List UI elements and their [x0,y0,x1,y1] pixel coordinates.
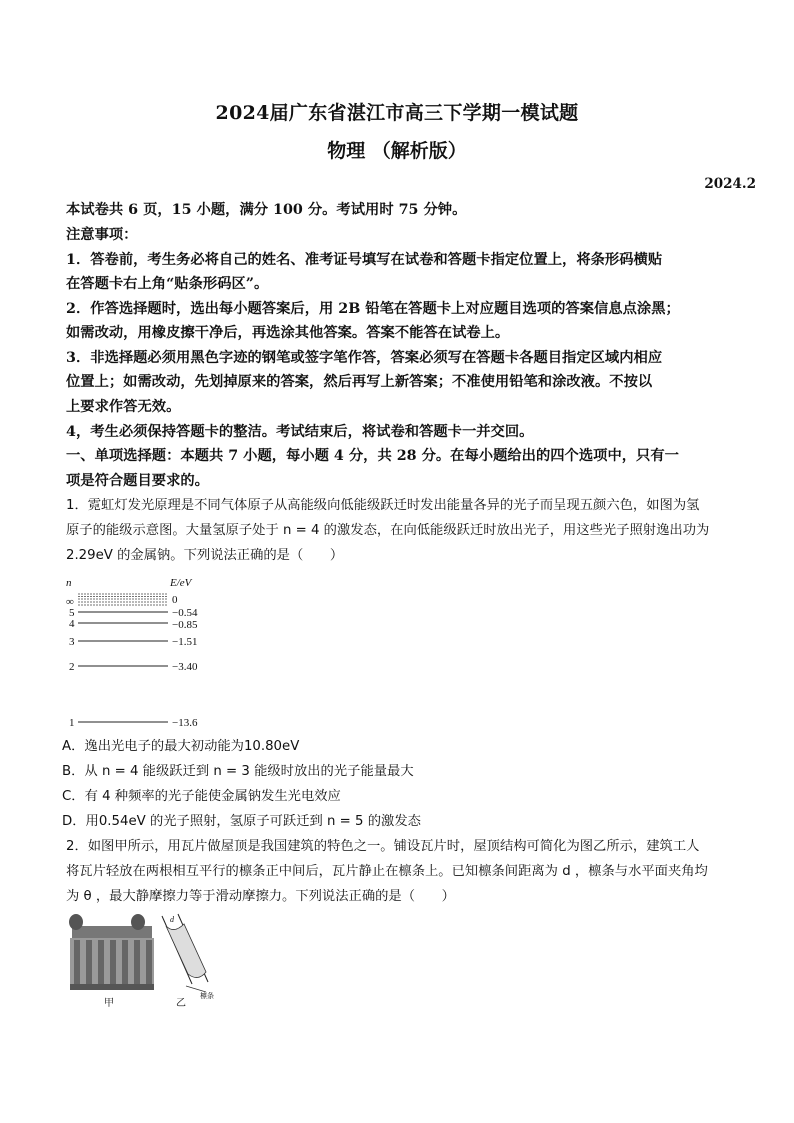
note-2a: 2．作答选择题时，选出每小题答案后，用 2B 铅笔在答题卡上对应题目选项的答案信息点涂黑； [66,301,680,317]
note-4: 4，考生必须保持答题卡的整洁。考试结束后，将试卷和答题卡一并交回。 [66,424,534,440]
level-n-4: 4 [69,618,75,630]
q1-option-b: B．从 n = 4 能级跃迁到 n = 3 能级时放出的光子能量最大 [62,764,414,779]
notes-heading: 注意事项： [66,227,138,243]
purlin-schematic [162,914,208,992]
level-e-inf: 0 [172,594,178,606]
q1-option-d: D．用0.54eV 的光子照射，氢原子可跃迁到 n = 5 的激发态 [62,814,421,829]
tile-column [110,940,116,986]
figure-label-d: d [170,915,174,924]
q2-line-2: 将瓦片轻放在两根相互平行的檩条正中间后，瓦片静止在檩条上。已知檩条间距离为 d ，檩条与水平面夹角均 [66,864,708,879]
level-n-3: 3 [69,636,75,648]
roof-ornament-left [69,914,83,930]
note-3a: 3．非选择题必须用黑色字迹的钢笔或签字笔作答，答案必须写在答题卡各题目指定区域内相应 [66,350,663,366]
note-1b: 在答题卡右上角“贴条形码区”。 [66,276,269,292]
tile-column [134,940,140,986]
level-e-5: −0.54 [172,607,198,619]
level-n-2: 2 [69,661,75,673]
section-heading-a: 一、单项选择题：本题共 7 小题，每小题 4 分，共 28 分。在每小题给出的四个选项中，只有一 [66,448,679,464]
q2-line-3: 为 θ ，最大静摩擦力等于滑动摩擦力。下列说法正确的是（ ） [66,889,455,904]
figure-label-jia: 甲 [104,998,114,1009]
roof-tile-svg [66,912,226,1012]
roof-tile-figure [66,912,226,1012]
note-1a: 1．答卷前，考生务必将自己的姓名、准考证号填写在试卷和答题卡指定位置上，将条形码横贴 [66,252,663,268]
roof-photo-illustration [69,914,154,990]
exam-info: 本试卷共 6 页，15 小题，满分 100 分。考试用时 75 分钟。 [66,202,467,218]
axis-label-energy: E/eV [170,577,192,589]
level-e-1: −13.6 [172,717,198,729]
level-e-3: −1.51 [172,636,198,648]
note-3c: 上要求作答无效。 [66,399,181,415]
note-3b: 位置上；如需改动，先划掉原来的答案，然后再写上新答案；不准使用铅笔和涂改液。不按以 [66,374,653,390]
q1-option-c: C．有 4 种频率的光子能使金属钠发生光电效应 [62,789,341,804]
tile-on-purlins [166,924,206,978]
tile-column [74,940,80,986]
level-n-1: 1 [69,717,75,729]
figure-label-yi: 乙 [176,998,186,1009]
tile-column [86,940,92,986]
q2-line-1: 2．如图甲所示，用瓦片做屋顶是我国建筑的特色之一。铺设瓦片时，屋顶结构可简化为图乙所示，建筑工人 [66,839,700,854]
level-e-4: −0.85 [172,619,198,631]
page-title: 2024届广东省湛江市高三下学期一模试题 [215,102,579,124]
energy-level-svg [60,574,240,734]
page-subtitle: 物理 （解析版） [327,140,467,162]
q1-line-3: 2.29eV 的金属钠。下列说法正确的是（ ） [66,548,344,563]
energy-level-diagram [60,574,240,734]
q1-line-2: 原子的能级示意图。大量氢原子处于 n = 4 的激发态，在向低能级跃迁时放出光子，用这些光子照射逸出功为 [66,523,710,538]
tile-column [122,940,128,986]
tile-column [98,940,104,986]
q1-line-1: 1．霓虹灯发光原理是不同气体原子从高能级向低能级跃迁时发出能量各异的光子而呈现五颜六色，如图为氢 [66,498,700,513]
section-heading-b: 项是符合题目要求的。 [66,473,209,489]
roof-eave [70,984,154,990]
axis-label-n: n [66,577,72,589]
level-n-inf: ∞ [66,596,74,608]
level-n-5: 5 [69,607,75,619]
roof-ornament-right [131,914,145,930]
exam-date: 2024.2 [704,176,756,192]
tile-column [146,940,152,986]
q1-option-a: A．逸出光电子的最大初动能为10.80eV [62,739,300,754]
level-e-2: −3.40 [172,661,198,673]
note-2b: 如需改动，用橡皮擦干净后，再选涂其他答案。答案不能答在试卷上。 [66,325,510,341]
figure-label-purlin: 檩条 [200,992,214,1000]
